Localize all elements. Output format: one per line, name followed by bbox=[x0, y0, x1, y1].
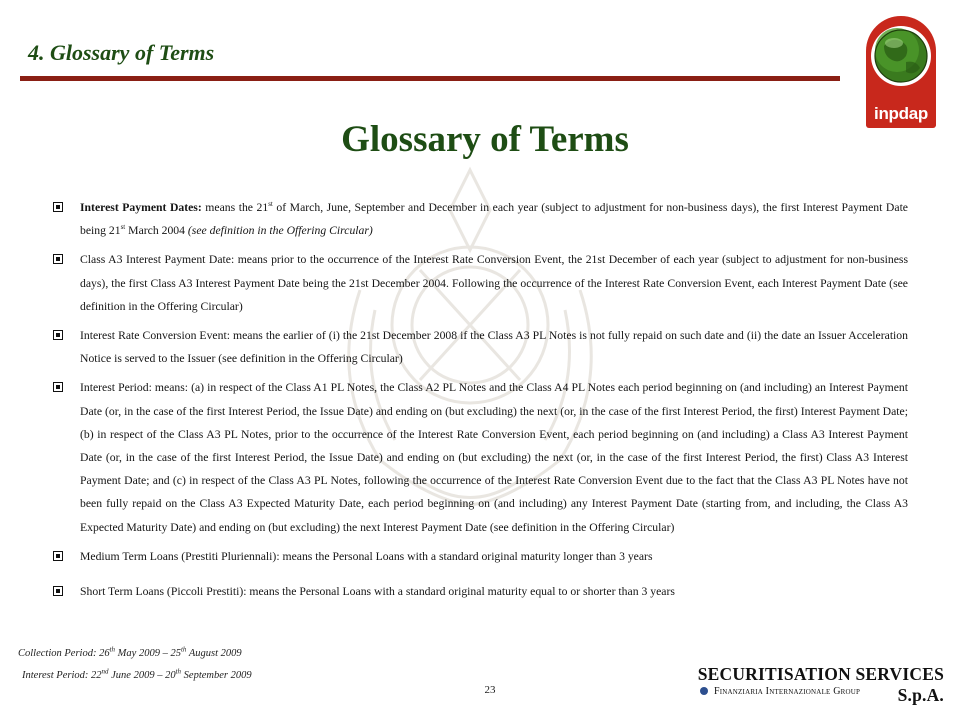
group-name: Finanziaria Internazionale Group bbox=[714, 686, 861, 697]
list-item bbox=[52, 545, 908, 568]
checkbox-bullet-icon bbox=[53, 254, 63, 264]
superscript: st bbox=[268, 200, 273, 209]
checkbox-bullet-icon bbox=[53, 586, 63, 596]
superscript: th bbox=[180, 645, 187, 654]
text-run: September 2009 bbox=[181, 670, 252, 681]
item-text: Medium Term Loans (Prestiti Pluriennali): means the Personal Loans with a standard original maturity longer than 3 years bbox=[80, 549, 653, 563]
text-run: August 2009 bbox=[186, 648, 242, 659]
group-logo-icon bbox=[700, 687, 708, 695]
item-text: Class A3 Interest Payment Date: means prior to the occurrence of the Interest Rate Conversion Event, the 21st December of each year (subject to adjustment for non-business days), the first Class A3 Interest Payment Date being the 21st December 2004. Following the occurrence of the Interest Rate Conversion Event, each Interest Payment Date (see definition in the Offering Circular) bbox=[80, 253, 908, 313]
interest-period bbox=[22, 667, 252, 681]
item-text bbox=[80, 196, 908, 242]
collection-period bbox=[18, 645, 242, 659]
checkbox-bullet-icon bbox=[53, 551, 63, 561]
reference-text: (see definition in the Offering Circular) bbox=[187, 224, 373, 238]
item-text: Interest Rate Conversion Event: means the earlier of (i) the 21st December 2008 if the Class A3 PL Notes is not fully repaid on such date and (ii) the date an Issuer Acceleration Notice is served to the Issuer (see definition in the Offering Circular) bbox=[80, 329, 908, 366]
list-item bbox=[52, 324, 908, 370]
item-text: Interest Period: means: (a) in respect of the Class A1 PL Notes, the Class A2 PL Notes and the Class A4 PL Notes each period beginning on (and including) an Interest Payment Date (or, in the case of the first Interest Period, the Issue Date) and ending on (but excluding) the next (or, in the case of the first Interest Period, the first) Interest Payment Date; (b) in respect of the Class A3 PL Notes, prior to the occurrence of the Interest Rate Conversion Event, each period beginning on (and including) a Class A3 Interest Payment Date (or, in the case of the first Interest Period, the Issue Date) and ending on (but excluding) the next (or, in the case of the first Interest Period, the first) Class A3 Interest Payment Date; and (c) in respect of the Class A3 PL Notes, following the occurrence of the Interest Rate Conversion Event due to the fact that the Class A3 PL Notes have not been fully repaid on the Class A3 Expected Maturity Date, each period beginning on (and including) any Interest Payment Date (starting from, and including, the Class A3 Expected Maturity Date) and ending on (but excluding) the next Interest Payment Date (see definition in the Offering Circular) bbox=[80, 381, 908, 534]
checkbox-bullet-icon bbox=[53, 330, 63, 340]
text-run: Interest Period: 22 bbox=[22, 670, 102, 681]
inpdap-logo bbox=[866, 16, 936, 128]
text-run: March 2004 bbox=[125, 224, 188, 238]
section-title: 4. Glossary of Terms bbox=[28, 40, 215, 65]
text-run: means the 21 bbox=[201, 201, 269, 214]
group-line bbox=[700, 686, 930, 697]
superscript: th bbox=[109, 645, 116, 654]
text-run: of March, June, September and December in each year (subject to adjustment for non-business days), the first Interest Payment Date being 21 bbox=[80, 201, 908, 238]
list-item bbox=[52, 580, 908, 603]
page-number: 23 bbox=[484, 684, 496, 696]
checkbox-bullet-icon bbox=[53, 382, 63, 392]
logo-text: inpdap bbox=[874, 104, 928, 123]
term-label: Interest Payment Dates: bbox=[80, 201, 202, 214]
header-rule bbox=[20, 76, 840, 81]
list-item bbox=[52, 376, 908, 538]
superscript: st bbox=[120, 223, 126, 232]
checkbox-bullet-icon bbox=[53, 202, 63, 212]
glossary-list bbox=[52, 196, 908, 609]
text-run: June 2009 – 20 bbox=[108, 670, 176, 681]
page-title: Glossary of Terms bbox=[341, 119, 629, 160]
company-name: SECURITISATION SERVICES S.p.A. bbox=[697, 664, 944, 705]
superscript: th bbox=[175, 667, 182, 676]
item-text: Short Term Loans (Piccoli Prestiti): means the Personal Loans with a standard original maturity equal to or shorter than 3 years bbox=[80, 585, 675, 599]
text-run: Collection Period: 26 bbox=[18, 648, 110, 659]
text-run: May 2009 – 25 bbox=[115, 648, 181, 659]
list-item bbox=[52, 196, 908, 242]
superscript: nd bbox=[101, 667, 109, 676]
list-item bbox=[52, 248, 908, 318]
